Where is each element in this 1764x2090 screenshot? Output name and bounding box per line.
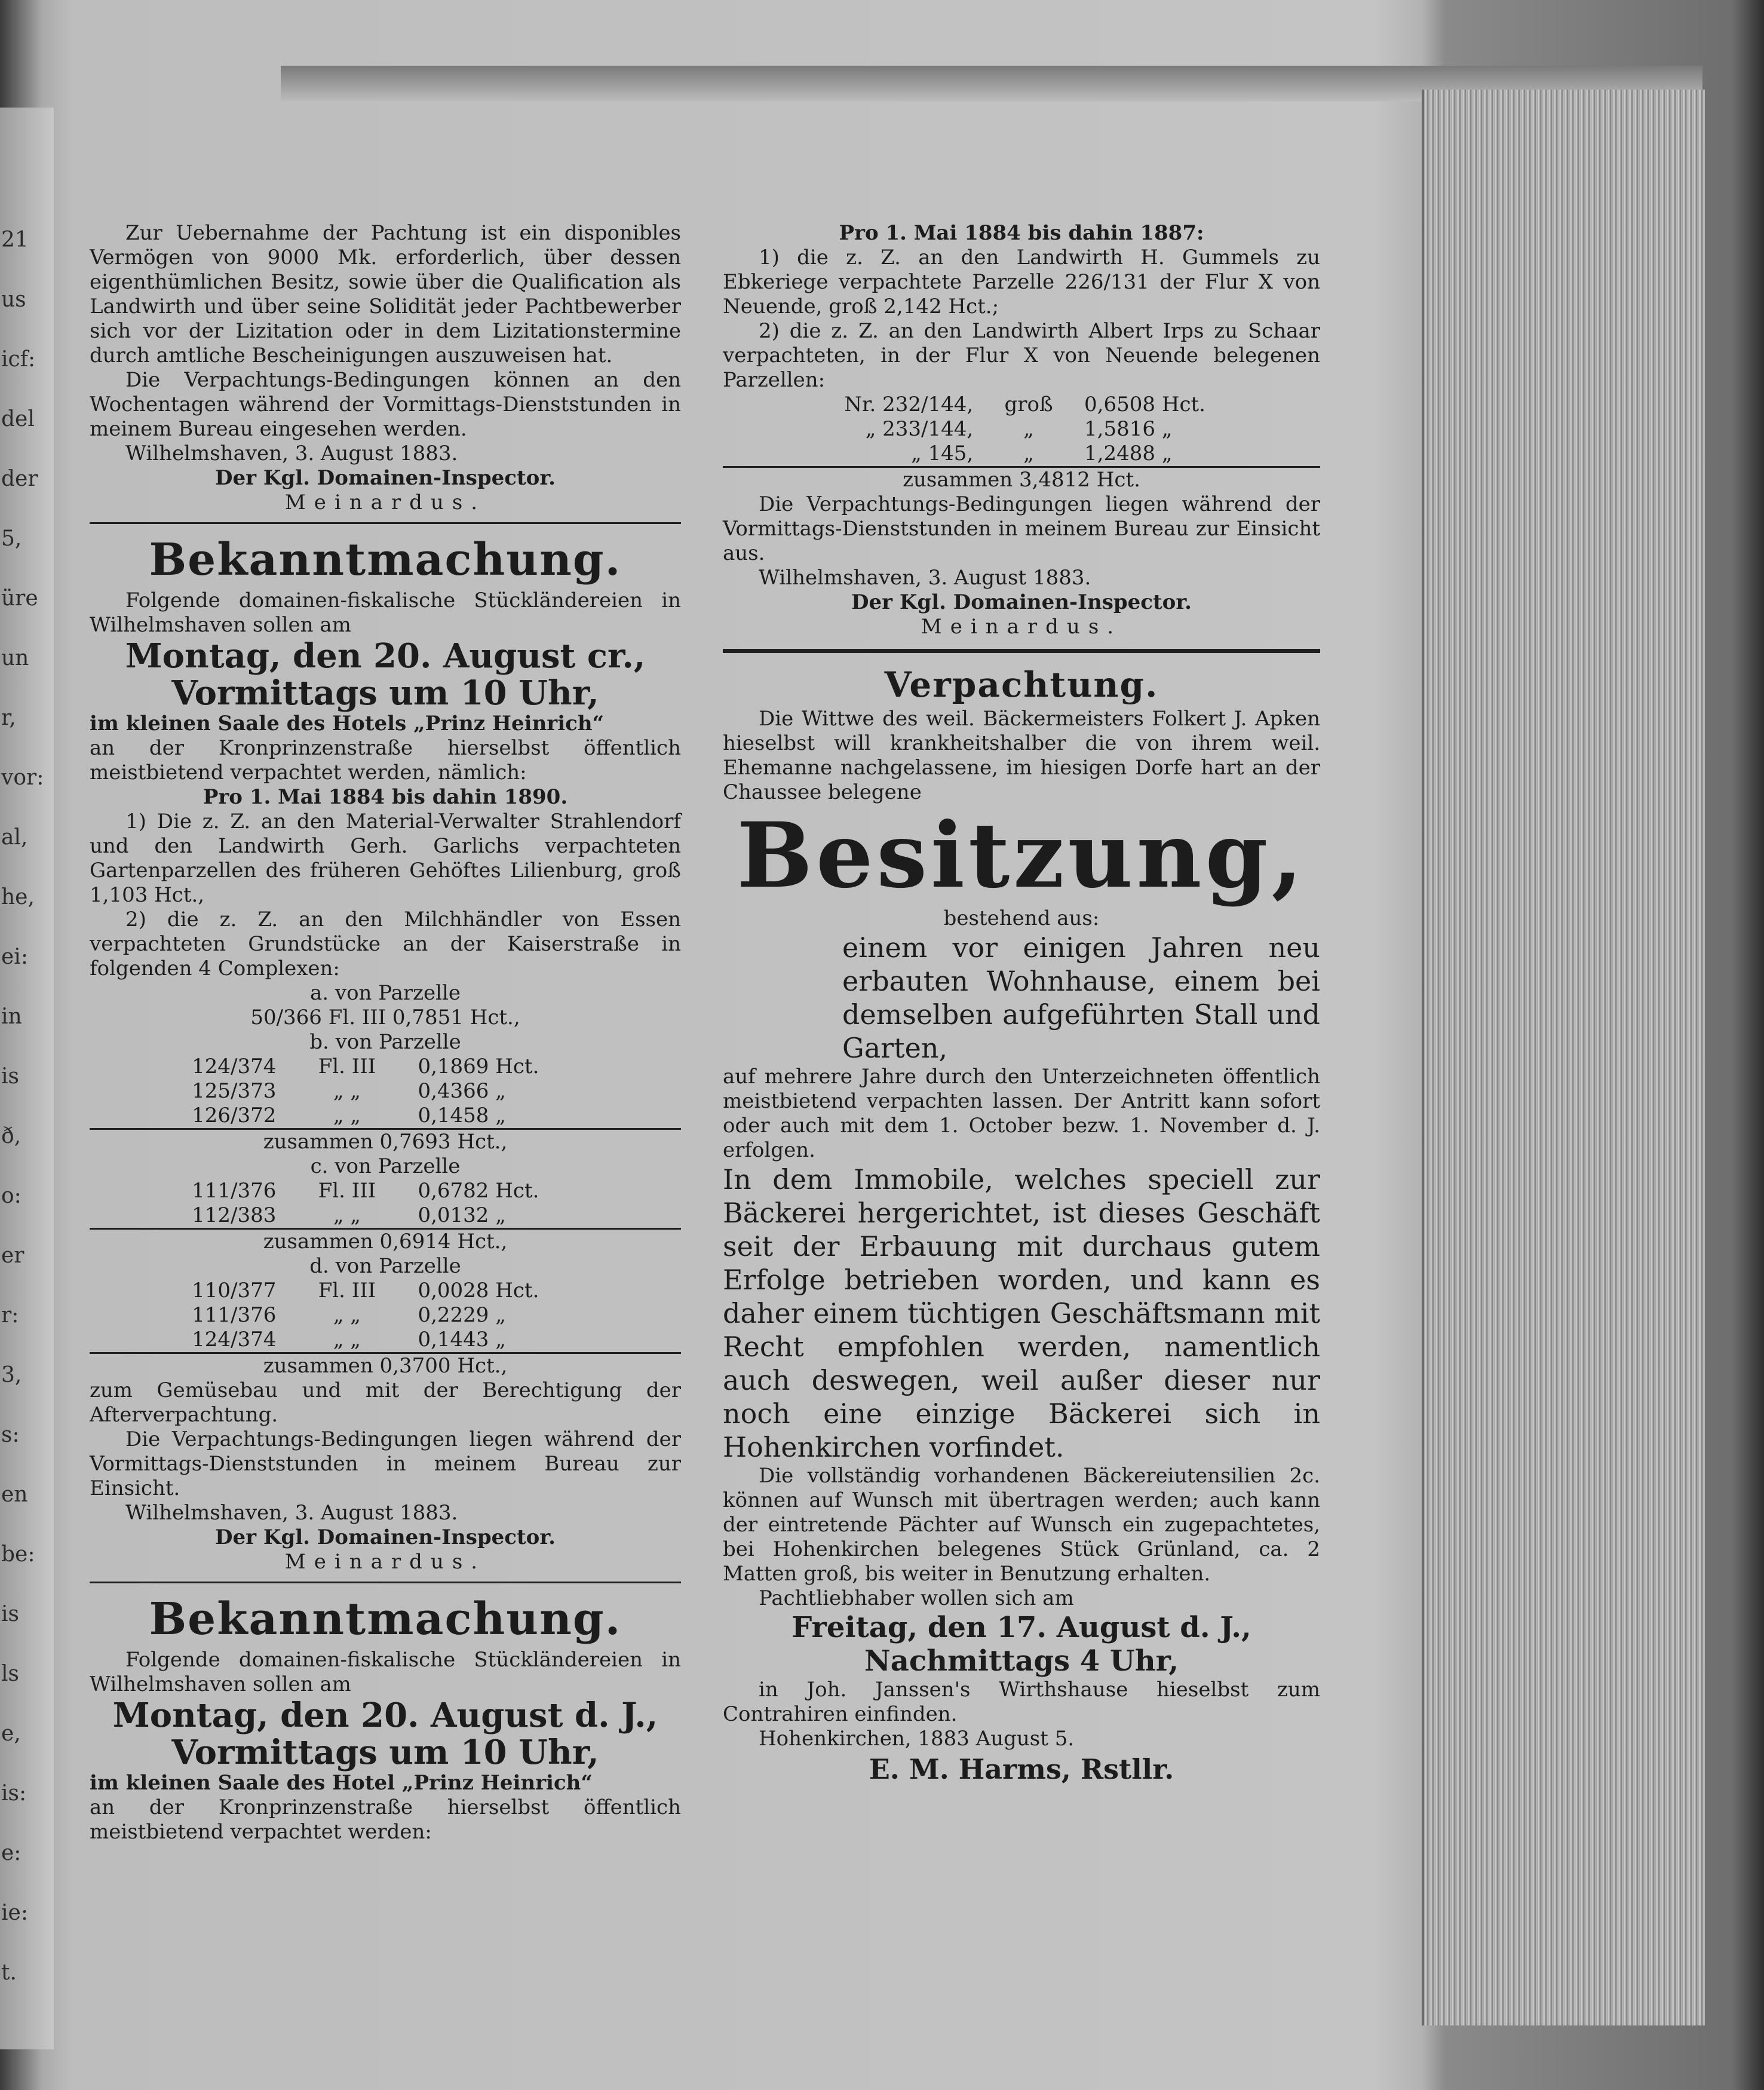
lease-period: Pro 1. Mai 1884 bis dahin 1890. xyxy=(203,785,568,809)
gutter-fragment: al, xyxy=(1,825,28,850)
usage-note: zum Gemüsebau und mit der Berechtigung der Afterverpachtung. xyxy=(90,1378,681,1427)
parcel-row-area: 0,6782 Hct. xyxy=(418,1179,539,1203)
parcel-row-area: 1,2488 „ xyxy=(1081,442,1320,467)
inspector-title: Der Kgl. Domainen-Inspector. xyxy=(215,466,556,490)
parcel-row xyxy=(90,1179,681,1203)
parcel-row-size: „ xyxy=(1023,417,1034,441)
inspector-title-2: Der Kgl. Domainen-Inspector. xyxy=(215,1525,556,1549)
parcel-row xyxy=(723,417,1320,442)
parcel-row-fl: „ „ xyxy=(280,1328,414,1353)
parcel-row-area: 0,1443 „ xyxy=(414,1328,681,1353)
lease-period-2: Pro 1. Mai 1884 bis dahin 1887: xyxy=(839,221,1204,245)
parcel-row xyxy=(90,1079,681,1104)
parcel-row-area: 0,4366 „ xyxy=(418,1079,506,1103)
announcement-intro: Folgende domainen-fiskalische Stückländereien in Wilhelmshaven sollen am xyxy=(90,589,681,637)
lease-terms: auf mehrere Jahre durch den Unterzeichneten öffentlich meistbietend verpachten lassen. Der Antritt kann sofort oder auch mit dem 1. October bezw. 1. November d. J. erfolgen. xyxy=(723,1065,1320,1162)
signature-name-2: Meinardus. xyxy=(284,1550,486,1574)
parcels-right-sum: zusammen 3,4812 Hct. xyxy=(903,468,1140,492)
pachtung-requirements: Zur Uebernahme der Pachtung ist ein disponibles Vermögen von 9000 Mk. erforderlich, über dessen eigenthümlichen Besitz, sowie über die Qualification als Landwirth und über seine Solidität jeder Pachtbewerber sich vor der Lizitation oder in dem Lizitationstermine durch amtliche Bescheinigungen auszuweisen hat. xyxy=(90,221,681,367)
auction-venue: im kleinen Saale des Hotels „Prinz Heinrich“ xyxy=(90,712,605,736)
parcel-row-parcel: Nr. 232/144, xyxy=(844,393,974,416)
page-stack-edge xyxy=(1422,90,1705,2025)
parcel-row-fl: „ „ xyxy=(280,1203,414,1229)
group-c-heading: c. von Parzelle xyxy=(310,1154,461,1178)
gutter-fragment: is: xyxy=(1,1781,27,1806)
parcel-row-fl: Fl. III xyxy=(318,1055,376,1078)
parcel-row xyxy=(723,442,1320,467)
besitzung-display-word: Besitzung, xyxy=(737,803,1306,908)
announcement-heading-2: Bekanntmachung. xyxy=(149,1593,622,1645)
lease-item-r1: 1) die z. Z. an den Landwirth H. Gummels zu Ebkeriege verpachtete Parzelle 226/131 der Flur X von Neuende, groß 2,142 Hct.; xyxy=(723,246,1320,318)
gutter-fragment: us xyxy=(1,287,26,312)
invitation: Pachtliebhaber wollen sich am xyxy=(759,1586,1074,1610)
gutter-fragment: e: xyxy=(1,1841,22,1865)
parcel-row-fl: Fl. III xyxy=(318,1279,376,1303)
parcel-row-area: 0,0028 Hct. xyxy=(418,1279,539,1303)
parcel-row-parcel: 112/383 xyxy=(90,1203,280,1229)
auction-venue-2: im kleinen Saale des Hotel „Prinz Heinrich“ xyxy=(90,1771,593,1795)
place-date: Wilhelmshaven, 3. August 1883. xyxy=(125,442,458,465)
gutter-fragment: er xyxy=(1,1243,24,1268)
meeting-venue: in Joh. Janssen's Wirthshause hieselbst zum Contrahiren einfinden. xyxy=(723,1678,1320,1726)
utensils-note: Die vollständig vorhandenen Bäckereiutensilien 2c. können auf Wunsch mit übertragen werden; auch kann der eintretende Pächter auf Wunsch ein zugepachtetes, bei Hohenkirchen belegenes Stück Grünland, ca. 2 Matten groß, bis weiter in Benutzung erhalten. xyxy=(723,1464,1320,1586)
conditions-note-2: Die Verpachtungs-Bedingungen liegen während der Vormittags-Dienststunden in meinem Bureau zur Einsicht. xyxy=(90,1427,681,1500)
gutter-fragment: he, xyxy=(1,885,35,909)
bakery-recommendation: In dem Immobile, welches speciell zur Bäckerei hergerichtet, ist dieses Geschäft seit der Erbauung mit durchaus gutem Erfolge betrieben worden, und kann es daher einem tüchtigen Geschäftsmann mit Recht empfohlen werden, namentlich auch deswegen, weil außer dieser nur noch eine einzige Bäckerei sich in Hohenkirchen vorfindet. xyxy=(723,1163,1320,1463)
parcel-row-area: 1,5816 „ xyxy=(1084,417,1173,441)
verpachtung-heading: Verpachtung. xyxy=(884,664,1159,705)
gutter-fragment: 3, xyxy=(1,1363,22,1387)
gutter-fragment: ð, xyxy=(1,1124,22,1148)
parcel-row-fl: Fl. III xyxy=(318,1179,376,1203)
gutter-fragment: is xyxy=(1,1602,19,1626)
gutter-fragment: r, xyxy=(1,706,16,730)
parcel-row-parcel: 126/372 xyxy=(90,1104,280,1129)
gutter-fragment: vor: xyxy=(1,765,44,790)
separator-rule xyxy=(90,522,681,524)
parcel-row-parcel: 111/376 xyxy=(192,1179,277,1203)
signature-name-r: Meinardus. xyxy=(921,615,1122,639)
gutter-fragment: is xyxy=(1,1064,19,1089)
widow-announcement: Die Wittwe des weil. Bäckermeisters Folkert J. Apken hieselbst will krankheitshalber die von ihrem weil. Ehemanne nachgelassene, im hiesigen Dorfe hart an der Chaussee belegene xyxy=(723,707,1320,804)
gutter-fragment: s: xyxy=(1,1423,20,1447)
group-a-heading: a. von Parzelle xyxy=(309,981,461,1005)
announcement-heading: Bekanntmachung. xyxy=(149,534,622,586)
parcel-row xyxy=(723,393,1320,417)
group-c-table xyxy=(90,1179,681,1230)
group-b-heading: b. von Parzelle xyxy=(309,1030,461,1054)
place-date-2: Wilhelmshaven, 3. August 1883. xyxy=(125,1501,458,1525)
parcel-row-parcel: 111/376 xyxy=(192,1303,277,1327)
inspector-title-r: Der Kgl. Domainen-Inspector. xyxy=(851,590,1192,614)
conditions-note-r: Die Verpachtungs-Bedingungen liegen während der Vormittags-Dienststunden in meinem Bureau zur Einsicht aus. xyxy=(723,492,1320,565)
parcel-row-parcel: „ 233/144, xyxy=(865,417,974,441)
parcel-row-area: 0,1458 „ xyxy=(414,1104,681,1129)
left-column xyxy=(90,221,681,1844)
place-date-r2: Hohenkirchen, 1883 August 5. xyxy=(759,1727,1075,1751)
group-a-row: 50/366 Fl. III 0,7851 Hct., xyxy=(250,1006,520,1029)
auction-venue-detail: an der Kronprinzenstraße hierselbst öffentlich meistbietend verpachtet werden, nämlich: xyxy=(90,736,681,784)
group-d-table xyxy=(90,1279,681,1354)
group-d-heading: d. von Parzelle xyxy=(309,1254,461,1278)
parcel-row xyxy=(90,1279,681,1303)
group-b-table xyxy=(90,1055,681,1130)
gutter-fragment: r: xyxy=(1,1303,19,1328)
signature-harms: E. M. Harms, Rstllr. xyxy=(869,1753,1174,1785)
gutter-fragment: t. xyxy=(1,1960,17,1985)
parcel-row-area: 0,6508 Hct. xyxy=(1084,393,1205,416)
gutter-fragment: in xyxy=(1,1004,22,1029)
parcel-row-area: 0,2229 „ xyxy=(418,1303,506,1327)
parcel-row xyxy=(90,1055,681,1079)
gutter-fragment: üre xyxy=(1,586,38,611)
parcel-row-area: 0,1869 Hct. xyxy=(418,1055,539,1078)
parcel-row xyxy=(90,1303,681,1328)
parcel-row-parcel: 124/374 xyxy=(192,1055,277,1078)
announcement-intro-2: Folgende domainen-fiskalische Stückländereien in Wilhelmshaven sollen am xyxy=(90,1648,681,1696)
gutter-fragment: e, xyxy=(1,1721,21,1746)
group-b-sum: zusammen 0,7693 Hct., xyxy=(263,1130,508,1154)
parcel-row xyxy=(90,1104,681,1129)
parcel-row xyxy=(90,1203,681,1229)
parcel-row-fl: „ „ xyxy=(280,1104,414,1129)
gutter-fragment: un xyxy=(1,646,29,670)
gutter-fragment: icf: xyxy=(1,347,36,372)
parcel-row-parcel: 125/373 xyxy=(192,1079,277,1103)
parcel-row-size: groß xyxy=(1004,393,1053,416)
auction-venue-detail-2: an der Kronprinzenstraße hierselbst öffentlich meistbietend verpachtet werden: xyxy=(90,1795,681,1844)
place-date-r: Wilhelmshaven, 3. August 1883. xyxy=(759,566,1091,590)
consisting-of: bestehend aus: xyxy=(943,906,1100,930)
parcel-row-parcel: 124/374 xyxy=(90,1328,280,1353)
gutter-fragment: en xyxy=(1,1482,28,1507)
meeting-date: Freitag, den 17. August d. J., xyxy=(792,1611,1251,1644)
gutter-fragment: ei: xyxy=(1,945,28,969)
gutter-fragment: ls xyxy=(1,1662,19,1686)
auction-date-2: Montag, den 20. August d. J., xyxy=(112,1696,658,1735)
parcel-row xyxy=(90,1328,681,1353)
auction-date: Montag, den 20. August cr., xyxy=(125,636,646,676)
parcel-row-parcel: 110/377 xyxy=(192,1279,277,1303)
parcel-row-fl: „ „ xyxy=(333,1303,361,1327)
parcels-right-table xyxy=(723,393,1320,468)
gutter-fragment: der xyxy=(1,467,38,491)
gutter-fragment: del xyxy=(1,407,35,431)
gutter-fragment: 5, xyxy=(1,526,22,551)
lease-item-1: 1) Die z. Z. an den Material-Verwalter Strahlendorf und den Landwirth Gerh. Garlichs verpachteten Gartenparzellen des früheren Gehöftes Lilienburg, groß 1,103 Hct., xyxy=(90,810,681,907)
meeting-time: Nachmittags 4 Uhr, xyxy=(864,1644,1179,1678)
separator-rule-2 xyxy=(90,1582,681,1583)
parcel-row-size: „ xyxy=(977,442,1081,467)
gutter-fragment: ie: xyxy=(1,1901,28,1925)
conditions-note: Die Verpachtungs-Bedingungen können an den Wochentagen während der Vormittags-Dienststunden in meinem Bureau eingesehen werden. xyxy=(90,368,681,441)
auction-time-2: Vormittags um 10 Uhr, xyxy=(171,1733,599,1772)
parcel-row-parcel: „ 145, xyxy=(723,442,977,467)
gutter-fragment: be: xyxy=(1,1542,35,1567)
lease-item-2: 2) die z. Z. an den Milchhändler von Essen verpachteten Grundstücke an der Kaiserstraße in folgenden 4 Complexen: xyxy=(90,908,681,980)
auction-time: Vormittags um 10 Uhr, xyxy=(171,673,599,713)
parcel-row-fl: „ „ xyxy=(333,1079,361,1103)
gutter-fragment: o: xyxy=(1,1184,22,1208)
gutter-fragment: 21 xyxy=(1,228,29,252)
group-c-sum: zusammen 0,6914 Hct., xyxy=(263,1230,508,1254)
group-d-sum: zusammen 0,3700 Hct., xyxy=(263,1354,508,1378)
lease-item-r2: 2) die z. Z. an den Landwirth Albert Irps zu Schaar verpachteten, in der Flur X von Neuende belegenen Parzellen: xyxy=(723,319,1320,392)
house-description: einem vor einigen Jahren neu erbauten Wohnhause, einem bei demselben aufgeführten Stall und Garten, xyxy=(842,931,1320,1064)
parcel-row-area: 0,0132 „ xyxy=(414,1203,681,1229)
right-column xyxy=(723,221,1320,1787)
separator-rule-thick xyxy=(723,649,1320,653)
signature-name: Meinardus. xyxy=(284,491,486,514)
